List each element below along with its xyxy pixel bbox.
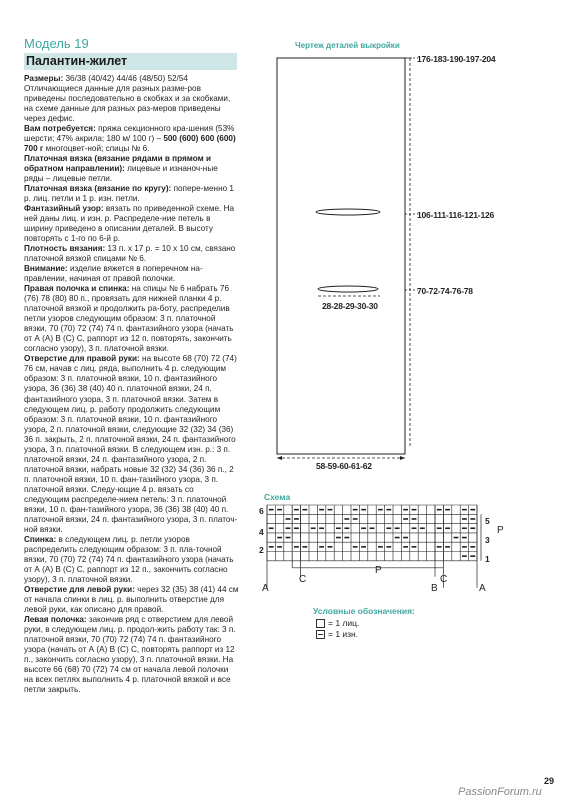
paragraph: Левая полочка: закончив ряд с отверстием для левой руки, в следующем лиц. р. продол-жить работу так: 3 п. платочной вязки, 70 (70) 72 (74) 74 п. фантазийного узора (начать от А (A) B (C) C, повторять раппорт из 12 п., закончить согласно узору), 3 п. платочной вязки. На высоте 66 (68) 70 (72) 74 см от начала левой полочки на всех петлях выполнить 4 р. платочной вязкой и все петли закрыть. — [24, 614, 236, 694]
paragraph: Отличающиеся данные для разных разме-ров приведены последовательно в скобках и за скобками, на схеме данные для разных раз-меров приведены через дефис. — [24, 84, 231, 124]
purl-mark — [361, 546, 366, 548]
purl-mark — [370, 527, 375, 529]
purl-mark — [302, 509, 307, 511]
purl-mark — [445, 546, 450, 548]
paragraph: Правая полочка и спинка: на спицы № 6 набрать 76 (76) 78 (80) 80 п., провязать для нижней планки 4 р. платочной вязкой и продолжить ра-боту, распределив петли узоров следующим образом: 3 п. платочной вязки, 70 (70) 72 (74) 74 п. фантазийного узора (начать от А (A) B (C) C, раппорт из 12 п. повторять, закончить согласно узору), 3 п. платочной вязки. — [24, 284, 234, 354]
purl-mark — [361, 527, 366, 529]
purl-mark — [470, 546, 475, 548]
purl-mark — [462, 555, 467, 557]
purl-mark — [319, 527, 324, 529]
model-number: Модель 19 — [24, 36, 89, 51]
paragraph: Спинка: в следующем лиц. р. петли узоров распределить следующим образом: 3 п. пла-точной вязки, 70 (70) 72 (74) 74 п. фантазийного узора (начать от А (A) B (C) C, раппорт из 12 п., закончить согласно узору), 3 п. платочной вязки. — [24, 534, 234, 584]
paragraph: Отверстие для левой руки: через 32 (35) 38 (41) 44 см от начала спинки в лиц. р. выполнить отверстие для левой руки, как описано для правой. — [24, 584, 239, 614]
edge-letter: A — [262, 583, 269, 594]
page-number: 29 — [544, 776, 555, 786]
purl-mark — [386, 527, 391, 529]
purl-mark — [412, 527, 417, 529]
paragraph: Платочная вязка (вязание по кругу): попере-менно 1 р. лиц. петли и 1 р. изн. петли. — [24, 184, 234, 204]
purl-mark — [294, 546, 299, 548]
purl-mark — [319, 509, 324, 511]
purl-mark — [378, 509, 383, 511]
dim-low: 70-72-74-76-78 — [417, 286, 473, 296]
purl-mark — [277, 546, 282, 548]
legend-item: = 1 лиц. — [316, 618, 359, 628]
purl-symbol-icon — [316, 630, 325, 639]
legend-title: Условные обозначения: — [313, 606, 415, 616]
row-num: 4 — [259, 527, 264, 537]
repeat-p: P — [497, 525, 504, 536]
paragraph: Плотность вязания: 13 п. х 17 р. = 10 х 10 см, связано платочной вязкой спицами № 6. — [24, 244, 236, 264]
purl-mark — [353, 546, 358, 548]
purl-mark — [319, 546, 324, 548]
purl-mark — [378, 546, 383, 548]
page-title: Палантин-жилет — [26, 54, 128, 68]
row-num: 6 — [259, 506, 264, 516]
purl-mark — [403, 546, 408, 548]
purl-mark — [470, 555, 475, 557]
purl-mark — [403, 509, 408, 511]
purl-mark — [412, 518, 417, 520]
purl-mark — [470, 509, 475, 511]
purl-mark — [269, 509, 274, 511]
purl-mark — [328, 509, 333, 511]
purl-mark — [395, 537, 400, 539]
paragraph: Отверстие для правой руки: на высоте 68 (70) 72 (74) 76 см, начав с лиц. ряда, выполнить 4 р. следующим образом: 3 п. платочной вязки, 10 п. фантазийного узора, 36 (36) 38 (40) 40 п. платочной вязки, 24 п. фантазийного узора, 3 п. платочной вязки. Затем в следующем лиц. р. работу продолжить следующим образом: 3 п. платочной вязки, 10 п. фантазийного узора, 2 п. платочной вязки, следующие 32 (32) 34 (36) 36 п. закрыть, 2 п. платочной вязки, 24 п. фантазийного узора, 3 п. платочной вязки. В следующем изн. р.: 3 п. платочной вязки, 24 п. фантазийного узора, 2 п. платочной вязки, набрать новые 32 (32) 34 (36) 36 п., 2 п. платочной вязки, 10 п. фан-тазийного узора, 3 п. платочной вязки. Следу-ющие 4 р. вязать со следующим распределе-нием петель: 3 п. платочной вязки, 10 п. фан-тазийного узора, 36 (36) 38 (40) 40 п. платочной вязки, 24 п. фантазийного узора, 3 п. платоч-ной вязки. — [24, 354, 238, 534]
purl-mark — [462, 537, 467, 539]
row-num: 5 — [485, 516, 490, 526]
purl-mark — [294, 509, 299, 511]
dim-bottom: 58-59-60-61-62 — [316, 461, 372, 471]
purl-mark — [277, 537, 282, 539]
edge-letter: B — [431, 583, 438, 594]
purl-mark — [286, 527, 291, 529]
purl-mark — [462, 546, 467, 548]
purl-mark — [353, 509, 358, 511]
schema-title: Схема — [264, 492, 291, 502]
purl-mark — [311, 527, 316, 529]
dim-top: 176-183-190-197-204 — [417, 54, 496, 64]
site-watermark: PassionForum.ru — [458, 786, 542, 798]
paragraph: Размеры: 36/38 (40/42) 44/46 (48/50) 52/54 — [24, 74, 188, 83]
purl-mark — [328, 546, 333, 548]
edge-letter: C — [299, 574, 307, 585]
legend-item: = 1 изн. — [316, 629, 358, 639]
purl-mark — [344, 518, 349, 520]
knit-symbol-icon — [316, 619, 325, 628]
repeat-p: P — [375, 565, 382, 576]
edge-letter: C — [440, 574, 448, 585]
purl-mark — [437, 546, 442, 548]
drawing-title: Чертеж деталей выкройки — [295, 41, 400, 50]
purl-mark — [462, 509, 467, 511]
purl-mark — [302, 546, 307, 548]
purl-mark — [277, 509, 282, 511]
purl-mark — [395, 527, 400, 529]
row-num: 2 — [259, 545, 264, 555]
purl-mark — [403, 537, 408, 539]
paragraph: Вам потребуется: пряжа секционного кра-шения (53% шерсти; 47% акрила; 180 м/ 100 г) – 500 (600) 600 (600) 700 г многоцвет-ной; спицы № 6. — [24, 124, 236, 154]
purl-mark — [437, 527, 442, 529]
purl-mark — [445, 527, 450, 529]
purl-mark — [344, 537, 349, 539]
purl-mark — [336, 537, 341, 539]
purl-mark — [412, 509, 417, 511]
purl-mark — [361, 509, 366, 511]
purl-mark — [403, 518, 408, 520]
purl-mark — [445, 509, 450, 511]
purl-mark — [454, 537, 459, 539]
purl-mark — [437, 509, 442, 511]
paragraph: Внимание: изделие вяжется в поперечном на-правлении, начиная от правой полочки. — [24, 264, 203, 284]
purl-mark — [386, 546, 391, 548]
purl-mark — [462, 527, 467, 529]
dim-mid: 106-111-116-121-126 — [417, 210, 495, 220]
paragraph: Фантазийный узор: вязать по приведенной схеме. На ней даны лиц. и изн. р. Распределе-ние петель в ширину приведено в описании деталей. В высоту повторять с 1-го по 6-й р. — [24, 204, 235, 244]
purl-mark — [286, 518, 291, 520]
purl-mark — [353, 518, 358, 520]
purl-mark — [269, 546, 274, 548]
purl-mark — [420, 527, 425, 529]
purl-mark — [470, 527, 475, 529]
purl-mark — [344, 527, 349, 529]
purl-mark — [386, 509, 391, 511]
purl-mark — [294, 527, 299, 529]
purl-mark — [294, 518, 299, 520]
purl-mark — [336, 527, 341, 529]
paragraph: Платочная вязка (вязание рядами в прямом и обратном направлении): лицевые и изнаноч-ные ряды – лицевые петли. — [24, 154, 218, 184]
row-num: 3 — [485, 535, 490, 545]
purl-mark — [286, 537, 291, 539]
row-num: 1 — [485, 554, 490, 564]
dim-hole: 28-28-29-30-30 — [322, 301, 378, 311]
edge-letter: A — [479, 583, 486, 594]
purl-mark — [412, 546, 417, 548]
purl-mark — [462, 518, 467, 520]
purl-mark — [470, 518, 475, 520]
purl-mark — [269, 527, 274, 529]
